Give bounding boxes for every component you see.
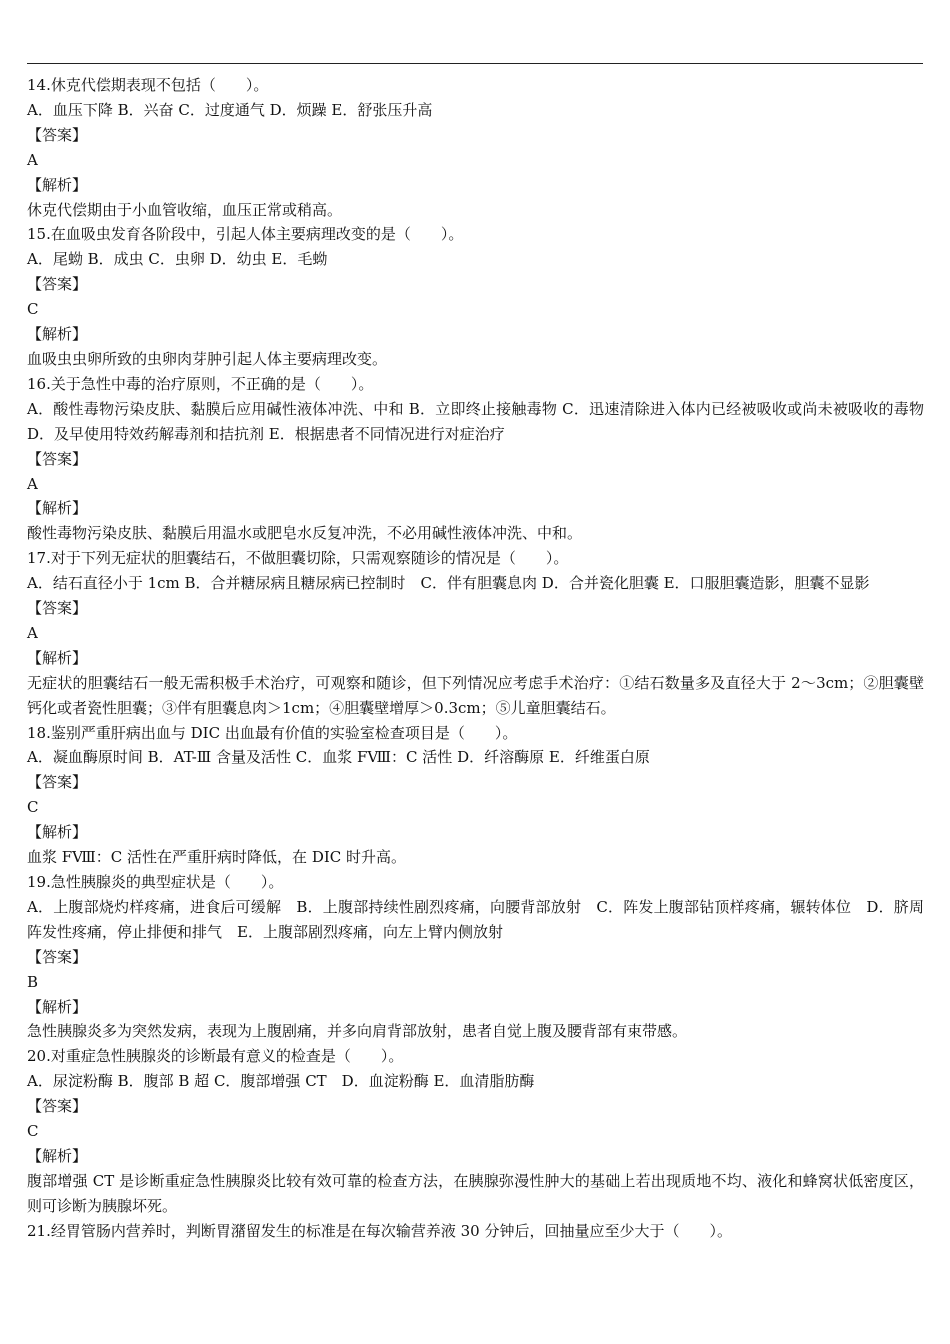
question-text: 17.对于下列无症状的胆囊结石，不做胆囊切除，只需观察随诊的情况是（ ）。 bbox=[27, 549, 569, 568]
analysis-text: 血吸虫虫卵所致的虫卵肉芽肿引起人体主要病理改变。 bbox=[27, 349, 388, 368]
question-text: 19.急性胰腺炎的典型症状是（ ）。 bbox=[27, 873, 284, 891]
analysis-label: 【解析】 bbox=[27, 175, 88, 194]
answer-value: C bbox=[27, 300, 39, 319]
analysis-text: 腹部增强 CT 是诊断重症急性胰腺炎比较有效可靠的检查方法，在胰腺弥漫性肿大的基础上若出现质地不均、液化和蜂窝状低密度区，则可诊断为胰腺坏死。 bbox=[27, 1171, 924, 1215]
question-text: 18.鉴别严重肝病出血与 DIC 出血最有价值的实验室检查项目是（ ）。 bbox=[27, 723, 518, 742]
question-text: 14.休克代偿期表现不包括（ ）。 bbox=[27, 76, 269, 94]
answer-label: 【答案】 bbox=[27, 773, 88, 792]
answer-value: A bbox=[27, 623, 38, 642]
question-options: A．尾蚴 B．成虫 C．虫卵 D．幼虫 E．毛蚴 bbox=[27, 250, 328, 269]
analysis-text: 酸性毒物污染皮肤、黏膜后用温水或肥皂水反复冲洗，不必用碱性液体冲洗、中和。 bbox=[27, 524, 583, 543]
question-options: A．凝血酶原时间 B．AT-Ⅲ 含量及活性 C．血浆 FⅧ：C 活性 D．纤溶酶原 E．纤维蛋白原 bbox=[27, 748, 650, 767]
answer-label: 【答案】 bbox=[27, 449, 88, 468]
question-options: A．结石直径小于 1cm B．合并糖尿病且糖尿病已控制时 C．伴有胆囊息肉 D．合并瓷化胆囊 E．口服胆囊造影，胆囊不显影 bbox=[27, 574, 870, 593]
answer-label: 【答案】 bbox=[27, 125, 88, 144]
analysis-label: 【解析】 bbox=[27, 1146, 88, 1165]
question-options: A．尿淀粉酶 B．腹部 B 超 C．腹部增强 CT D．血淀粉酶 E．血清脂肪酶 bbox=[27, 1072, 535, 1091]
analysis-text: 血浆 FⅧ：C 活性在严重肝病时降低，在 DIC 时升高。 bbox=[27, 848, 407, 867]
analysis-label: 【解析】 bbox=[27, 997, 88, 1016]
question-block bbox=[27, 546, 924, 720]
analysis-text: 无症状的胆囊结石一般无需积极手术治疗，可观察和随诊，但下列情况应考虑手术治疗：①结石数量多及直径大于 2～3cm；②胆囊壁钙化或者瓷性胆囊；③伴有胆囊息肉＞1cm；④胆囊壁增厚＞0.3cm；⑤儿童胆囊结石。 bbox=[27, 673, 924, 717]
question-block bbox=[27, 870, 924, 1044]
question-text: 21.经胃管肠内营养时，判断胃潴留发生的标准是在每次输营养液 30 分钟后，回抽量应至少大于（ ）。 bbox=[27, 1221, 732, 1240]
document-body bbox=[27, 73, 940, 1244]
answer-value: C bbox=[27, 798, 39, 817]
question-text: 20.对重症急性胰腺炎的诊断最有意义的检查是（ ）。 bbox=[27, 1047, 404, 1066]
question-text: 15.在血吸虫发育各阶段中，引起人体主要病理改变的是（ ）。 bbox=[27, 225, 464, 244]
answer-label: 【答案】 bbox=[27, 1097, 88, 1116]
answer-value: B bbox=[27, 972, 39, 991]
answer-label: 【答案】 bbox=[27, 599, 88, 618]
answer-label: 【答案】 bbox=[27, 275, 88, 294]
analysis-label: 【解析】 bbox=[27, 648, 88, 667]
question-block bbox=[27, 372, 940, 546]
answer-value: A bbox=[27, 474, 38, 493]
question-block bbox=[27, 73, 924, 222]
analysis-label: 【解析】 bbox=[27, 823, 88, 842]
answer-value: C bbox=[27, 1122, 39, 1141]
question-options: A．酸性毒物污染皮肤、黏膜后应用碱性液体冲洗、中和 B．立即终止接触毒物 C．迅速清除进入体内已经被吸收或尚未被吸收的毒物 D．及早使用特效药解毒剂和拮抗剂 E．根据患者不同情况进行对症治疗 bbox=[27, 399, 940, 443]
question-block bbox=[27, 222, 924, 371]
answer-label: 【答案】 bbox=[27, 947, 88, 966]
question-block bbox=[27, 1044, 924, 1218]
analysis-text: 急性胰腺炎多为突然发病，表现为上腹剧痛，并多向肩背部放射，患者自觉上腹及腰背部有束带感。 bbox=[27, 1022, 688, 1041]
analysis-label: 【解析】 bbox=[27, 325, 88, 344]
header-rule bbox=[27, 63, 923, 64]
analysis-text: 休克代偿期由于小血管收缩，血压正常或稍高。 bbox=[27, 200, 343, 219]
question-text: 16.关于急性中毒的治疗原则，不正确的是（ ）。 bbox=[27, 374, 374, 393]
question-options: A．上腹部烧灼样疼痛，进食后可缓解 B．上腹部持续性剧烈疼痛，向腰背部放射 C．阵发上腹部钻顶样疼痛，辗转体位 D．脐周阵发性疼痛，停止排便和排气 E．上腹部剧烈疼痛，向左上臂内侧放射 bbox=[27, 897, 924, 941]
question-options: A．血压下降 B．兴奋 C．过度通气 D．烦躁 E．舒张压升高 bbox=[27, 100, 433, 119]
answer-value: A bbox=[27, 150, 38, 169]
question-block bbox=[27, 721, 924, 870]
analysis-label: 【解析】 bbox=[27, 499, 88, 518]
